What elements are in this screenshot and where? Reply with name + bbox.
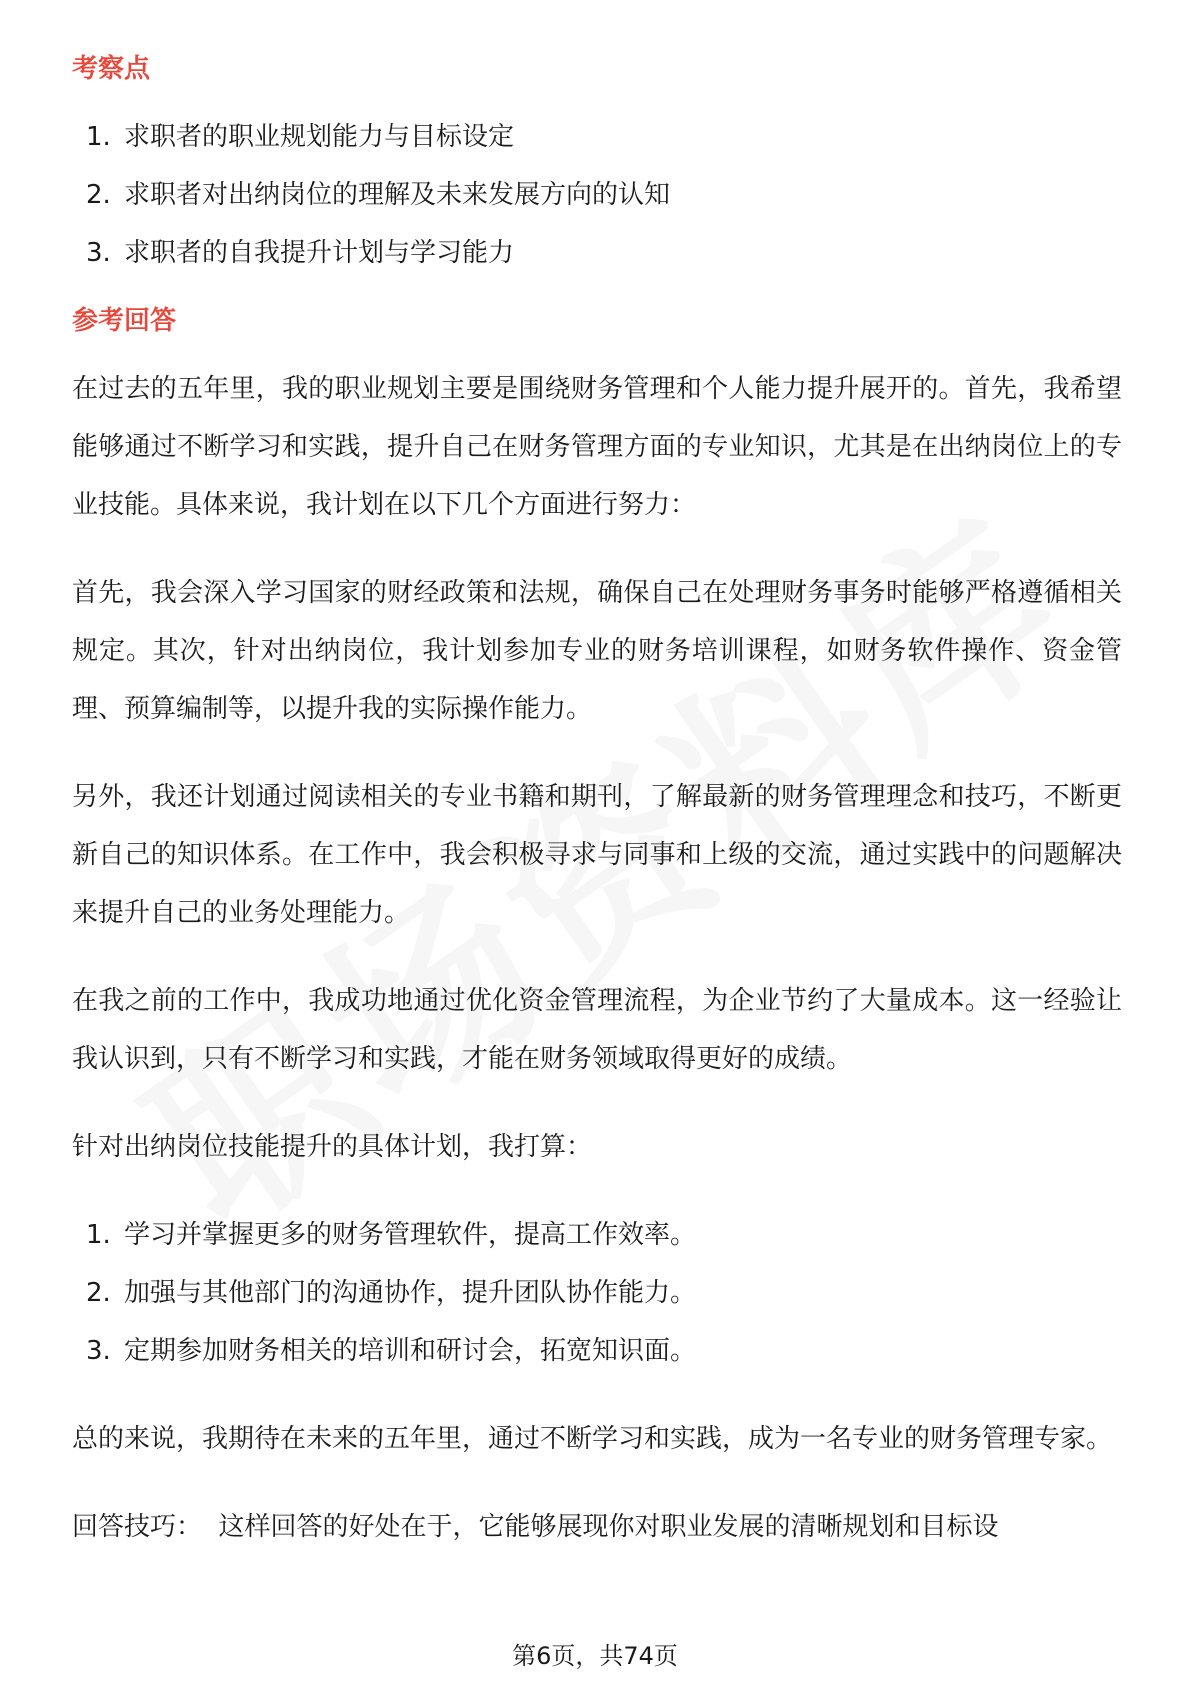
paragraph-closing: 总的来说，我期待在未来的五年里，通过不断学习和实践，成为一名专业的财务管理专家。 [72,1424,1113,1454]
list-number: 3. [86,1336,111,1366]
list-number: 1. [86,1220,111,1250]
document-page [72,40,1122,1556]
section-heading-exam-points: 考察点 [72,54,151,84]
paragraph-first: 首先，我会深入学习国家的财经政策和法规，确保自己在处理财务事务时能够严格遵循相关规定。其次，针对出纳岗位，我计划参加专业的财务培训课程，如财务软件操作、资金管理、预算编制等，以提升我的实际操作能力。 [72,578,1122,724]
paragraph-intro: 在过去的五年里，我的职业规划主要是围绕财务管理和个人能力提升展开的。首先，我希望能够通过不断学习和实践，提升自己在财务管理方面的专业知识，尤其是在出纳岗位上的专业技能。具体来说，我计划在以下几个方面进行努力： [72,374,1122,520]
exam-points-list [72,108,1122,282]
section-heading-reference-answer: 参考回答 [72,306,177,336]
paragraph-additionally: 另外，我还计划通过阅读相关的专业书籍和期刊，了解最新的财务管理理念和技巧，不断更新自己的知识体系。在工作中，我会积极寻求与同事和上级的交流，通过实践中的问题解决来提升自己的业务处理能力。 [72,782,1122,928]
list-text: 定期参加财务相关的培训和研讨会，拓宽知识面。 [124,1336,697,1366]
paragraph-tip: 回答技巧： 这样回答的好处在于，它能够展现你对职业发展的清晰规划和目标设 [72,1512,999,1542]
list-item [72,1322,1122,1380]
paragraph-plan-intro: 针对出纳岗位技能提升的具体计划，我打算： [72,1132,593,1162]
list-item [72,108,1122,166]
list-text: 求职者的职业规划能力与目标设定 [124,122,515,152]
list-number: 3. [86,238,111,268]
list-text: 求职者对出纳岗位的理解及未来发展方向的认知 [124,180,671,210]
list-item [72,224,1122,282]
plan-list [72,1206,1122,1380]
list-item [72,1264,1122,1322]
list-text: 求职者的自我提升计划与学习能力 [124,238,515,268]
list-text: 学习并掌握更多的财务管理软件，提高工作效率。 [124,1220,697,1250]
list-number: 2. [86,180,111,210]
list-number: 1. [86,122,111,152]
page-number: 第6页，共74页 [512,1642,678,1670]
list-item [72,166,1122,224]
paragraph-experience: 在我之前的工作中，我成功地通过优化资金管理流程，为企业节约了大量成本。这一经验让我认识到，只有不断学习和实践，才能在财务领域取得更好的成绩。 [72,986,1122,1074]
list-text: 加强与其他部门的沟通协作，提升团队协作能力。 [124,1278,697,1308]
list-number: 2. [86,1278,111,1308]
list-item [72,1206,1122,1264]
